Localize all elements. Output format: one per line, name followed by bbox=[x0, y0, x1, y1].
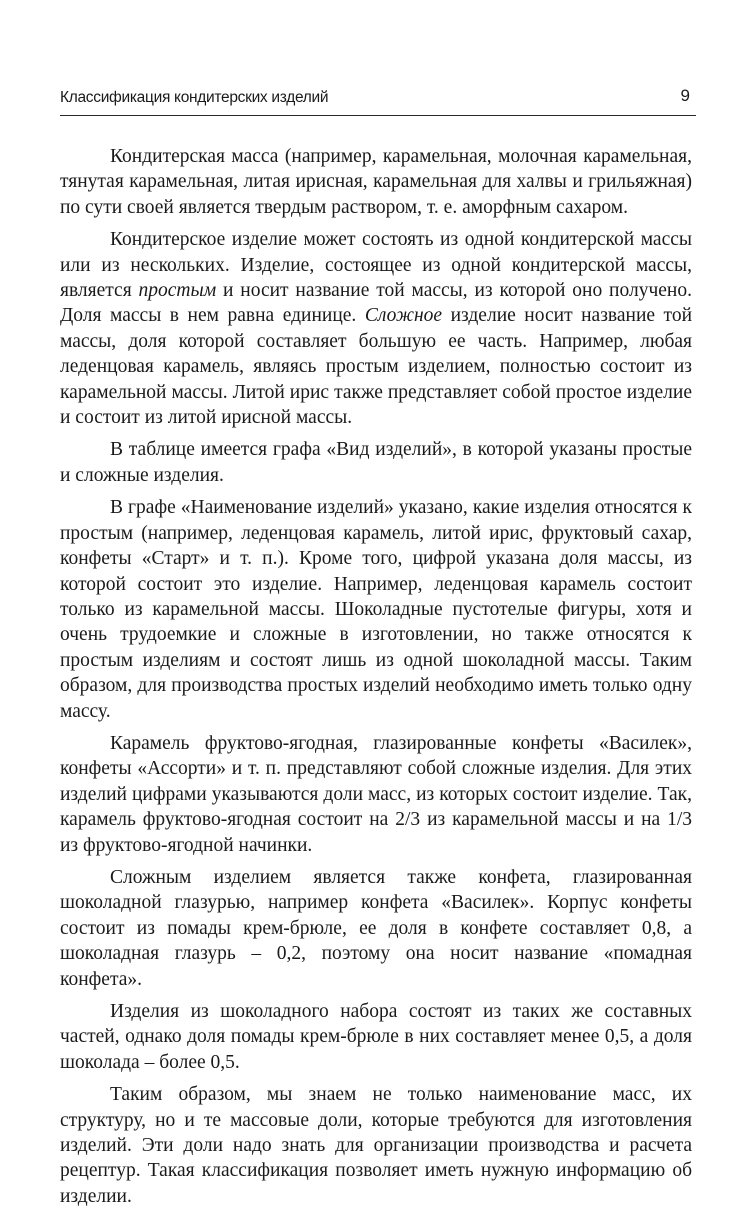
running-header bbox=[60, 88, 696, 116]
term-simple: простым bbox=[138, 280, 217, 302]
paragraph-6: Сложным изделием является также конфета, глазированная шоколадной глазурью, например конфета «Василек». Корпус конфеты состоит из помады крем-брюле, ее доля в конфете составляет 0,8, а шоколадная глазурь – 0,2, поэтому она носит название «помадная конфета». bbox=[60, 866, 692, 990]
paragraph-2-part-2: и носит название той массы, из которой оно получено. Доля массы в нем равна единице. bbox=[60, 280, 692, 327]
paragraph-8: Таким образом, мы знаем не только наименование масс, их структуру, но и те массовые доли, которые требуются для изготовления изделий. Эти доли надо знать для организации производства и расчета рецептур. Такая классификация позволяет иметь нужную информацию об изделии. bbox=[60, 1084, 692, 1207]
paragraph-4: В графе «Наименование изделий» указано, какие изделия относятся к простым (например, леденцовая карамель, литой ирис, фруктовый сахар, конфеты «Старт» и т. п.). Кроме того, цифрой указана доля массы, из которой состоит это изделие. Например, леденцовая карамель состоит только из карамельной массы. Шоколадные пустотелые фигуры, хотя и очень трудоемкие и сложные в изготовлении, но также относятся к простым изделиям и состоят лишь из одной шоколадной массы. Таким образом, для производства простых изделий необходимо иметь только одну массу. bbox=[60, 497, 692, 722]
paragraph-2 bbox=[60, 227, 692, 430]
paragraph-1: Кондитерская масса (например, карамельная, молочная карамельная, тянутая карамельная, литая ирисная, карамельная для халвы и грильяжная) по сути своей является твердым раствором, т. е. аморфным сахаром. bbox=[60, 146, 692, 218]
paragraph-2-part-1: Кондитерское изделие может состоять из одной кондитерской массы или из нескольких. Изделие, состоящее из одной кондитерской массы, является bbox=[60, 229, 692, 302]
paragraph-2-part-3: изделие носит название той массы, доля которой составляет большую ее часть. Например, любая леденцовая карамель, являясь простым изделием, полностью состоит из карамельной массы. Литой ирис также представляет собой простое изделие и состоит из литой ирисной массы. bbox=[60, 305, 693, 429]
paragraph-7: Изделия из шоколадного набора состоят из таких же составных частей, однако доля помады крем-брюле в них составляет менее 0,5, а доля шоколада – более 0,5. bbox=[60, 1001, 692, 1073]
running-title: Классификация кондитерских изделий bbox=[60, 89, 329, 106]
term-complex: Сложное bbox=[364, 305, 443, 327]
header-rule bbox=[60, 115, 696, 116]
body-text bbox=[60, 144, 692, 1216]
page-number: 9 bbox=[680, 86, 690, 105]
paragraph-5: Карамель фруктово-ягодная, глазированные конфеты «Василек», конфеты «Ассорти» и т. п. представляют собой сложные изделия. Для этих изделий цифрами указываются доли масс, из которых состоит изделие. Так, карамель фруктово-ягодная состоит на 2/3 из карамельной массы и на 1/3 из фруктово-ягодной начинки. bbox=[60, 732, 692, 856]
paragraph-3: В таблице имеется графа «Вид изделий», в которой указаны простые и сложные изделия. bbox=[60, 439, 692, 486]
